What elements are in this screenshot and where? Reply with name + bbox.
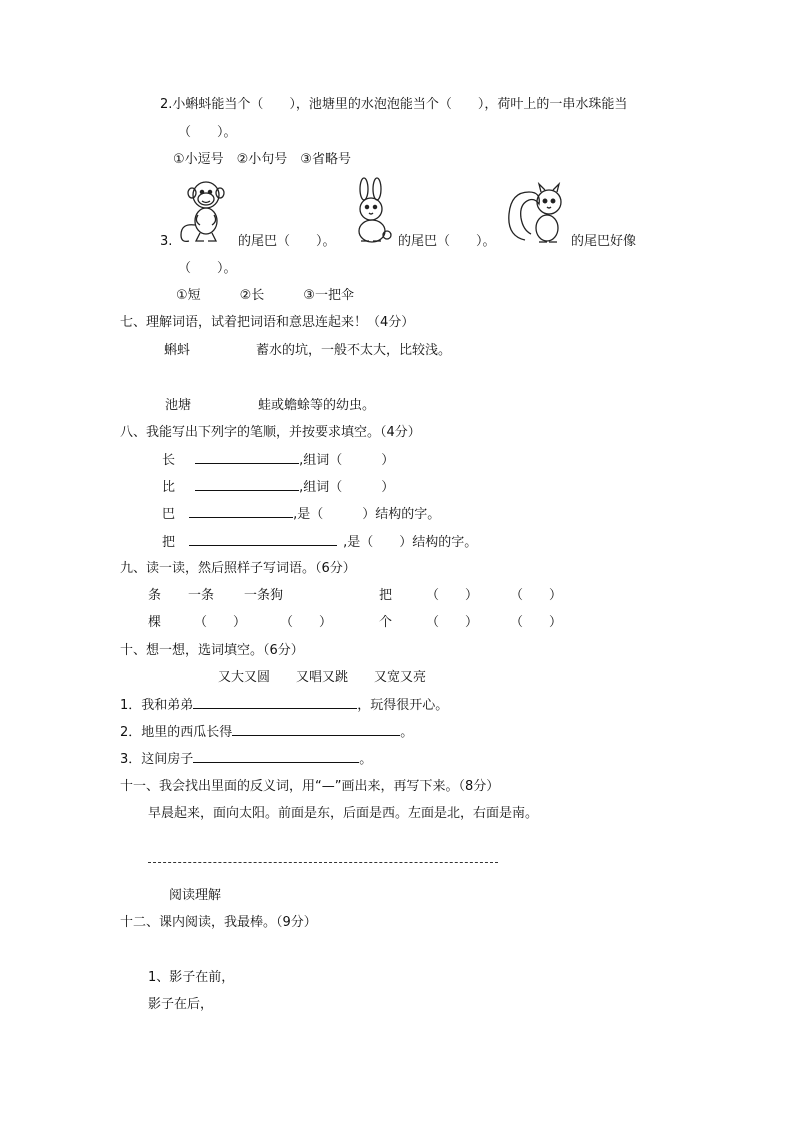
q10-s1-post: ，玩得很开心。	[357, 698, 449, 713]
q6-item3-options: ①短 ②长 ③一把伞	[176, 288, 354, 303]
q6-item3-a: 的尾巴（ ）。	[238, 234, 336, 249]
q8-title: 八、我能写出下列字的笔顺，并按要求填空。（4分）	[120, 425, 421, 440]
q7-word2: 池塘	[165, 398, 192, 413]
q8-row2-blank[interactable]	[195, 478, 299, 491]
q10-title: 十、想一想，选词填空。（6分）	[120, 643, 304, 658]
rabbit-icon	[345, 177, 397, 247]
q6-item3-c: 的尾巴好像	[571, 234, 637, 249]
q8-row2	[162, 478, 394, 497]
q6-item2-line2: （ ）。	[178, 125, 237, 140]
q7-title: 七、理解词语，试着把词语和意思连起来！（4分）	[120, 315, 415, 330]
q10-sentence-2	[120, 723, 413, 742]
q10-sentence-3	[120, 750, 372, 769]
q8-row3-tail: ,是（ ）结构的字。	[293, 507, 441, 522]
q8-row1-tail: ,组词（ ）	[299, 453, 395, 468]
q9-r1-d: 把	[379, 588, 393, 603]
q9-r1-f: （ ）	[510, 588, 563, 603]
q6-item2-options: ①小逗号 ②小句号 ③省略号	[173, 152, 351, 167]
q11-title: 十一、我会找出里面的反义词，用“—”画出来，再写下来。（8分）	[120, 779, 500, 794]
q9-r2-c: （ ）	[280, 615, 333, 630]
q8-row3-blank[interactable]	[189, 505, 293, 518]
squirrel-icon	[505, 180, 571, 248]
q10-options: 又大又圆 又唱又跳 又宽又亮	[218, 670, 427, 685]
q7-word1: 蝌蚪	[164, 343, 191, 358]
q9-title: 九、读一读，然后照样子写词语。（6分）	[120, 561, 356, 576]
q8-row4-tail: ,是（ ）结构的字。	[343, 535, 478, 550]
q9-r2-a: 棵	[148, 615, 162, 630]
monkey-icon	[176, 175, 238, 247]
q7-meaning2: 蛙或蟾蜍等的幼虫。	[258, 398, 376, 413]
q12-poem-line1: 1、影子在前，	[148, 970, 235, 985]
q10-sentence-1	[120, 696, 448, 715]
q8-row4-blank[interactable]	[189, 533, 337, 546]
q8-row4	[162, 533, 477, 552]
q9-r2-b: （ ）	[194, 615, 247, 630]
q12-poem-line2: 影子在后，	[148, 997, 214, 1012]
q9-r1-e: （ ）	[426, 588, 479, 603]
q8-row4-char: 把	[162, 535, 176, 550]
q10-s1-pre: 1．我和弟弟	[120, 698, 194, 713]
q10-s3-blank[interactable]	[193, 750, 359, 763]
q10-s1-blank[interactable]	[193, 696, 357, 709]
answer-dashed-line[interactable]	[148, 862, 498, 863]
q9-r2-f: （ ）	[510, 615, 563, 630]
q6-item3-b: 的尾巴（ ）。	[398, 234, 496, 249]
q9-r1-a: 条	[148, 588, 162, 603]
q9-r2-e: （ ）	[426, 615, 479, 630]
q9-r2-d: 个	[379, 615, 393, 630]
q6-item3-num: 3.	[160, 234, 173, 249]
q10-s2-post: 。	[400, 725, 414, 740]
q8-row2-tail: ,组词（ ）	[299, 480, 395, 495]
q8-row1	[162, 451, 394, 470]
q8-row1-char: 长	[162, 453, 176, 468]
q12-title: 十二、课内阅读，我最棒。（9分）	[120, 915, 317, 930]
q8-row2-char: 比	[162, 480, 176, 495]
q6-item2-line1: 2.小蝌蚪能当个（ ），池塘里的水泡泡能当个（ ），荷叶上的一串水珠能当	[160, 97, 628, 112]
q10-s2-pre: 2．地里的西瓜长得	[120, 725, 233, 740]
q9-r1-b: 一条	[188, 588, 215, 603]
q10-s3-pre: 3．这间房子	[120, 752, 194, 767]
q10-s3-post: 。	[359, 752, 373, 767]
q10-s2-blank[interactable]	[232, 723, 400, 736]
section-reading-heading: 阅读理解	[169, 888, 222, 903]
q8-row3	[162, 505, 440, 524]
q8-row1-blank[interactable]	[195, 451, 299, 464]
q9-r1-c: 一条狗	[244, 588, 284, 603]
q6-item3-line2: （ ）。	[178, 261, 237, 276]
q11-text: 早晨起来，面向太阳。前面是东，后面是西。左面是北，右面是南。	[148, 806, 539, 821]
q8-row3-char: 巴	[162, 507, 176, 522]
q7-meaning1: 蓄水的坑，一般不太大，比较浅。	[256, 343, 452, 358]
